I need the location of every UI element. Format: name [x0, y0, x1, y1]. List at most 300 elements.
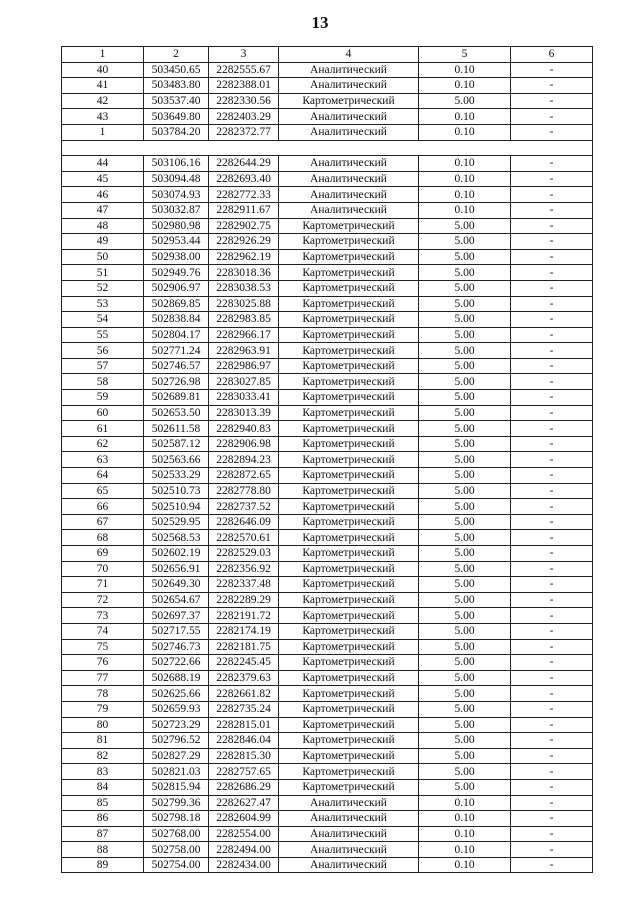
- table-row: [62, 218, 593, 234]
- method-cell: Картометрический: [279, 686, 419, 702]
- point-number-cell: 68: [62, 530, 144, 546]
- note-cell: -: [511, 421, 593, 437]
- point-number-cell: 46: [62, 187, 144, 203]
- point-number-cell: 62: [62, 436, 144, 452]
- accuracy-cell: 5.00: [419, 779, 511, 795]
- point-number-cell: 76: [62, 655, 144, 671]
- point-number-cell: 83: [62, 764, 144, 780]
- x-coordinate-cell: 502717.55: [144, 623, 209, 639]
- accuracy-cell: 0.10: [419, 826, 511, 842]
- table-row: [62, 171, 593, 187]
- method-cell: Картометрический: [279, 623, 419, 639]
- point-number-cell: 58: [62, 374, 144, 390]
- x-coordinate-cell: 502611.58: [144, 421, 209, 437]
- table-row: [62, 608, 593, 624]
- x-coordinate-cell: 502656.91: [144, 561, 209, 577]
- method-cell: Аналитический: [279, 109, 419, 125]
- x-coordinate-cell: 502746.57: [144, 358, 209, 374]
- note-cell: -: [511, 764, 593, 780]
- accuracy-cell: 5.00: [419, 280, 511, 296]
- y-coordinate-cell: 2282693.40: [209, 171, 279, 187]
- table-row: [62, 390, 593, 406]
- table-row: [62, 733, 593, 749]
- accuracy-cell: 0.10: [419, 78, 511, 94]
- method-cell: Картометрический: [279, 561, 419, 577]
- method-cell: Аналитический: [279, 62, 419, 78]
- table-row: [62, 655, 593, 671]
- accuracy-cell: 0.10: [419, 795, 511, 811]
- note-cell: -: [511, 857, 593, 873]
- y-coordinate-cell: 2282646.09: [209, 514, 279, 530]
- y-coordinate-cell: 2282737.52: [209, 499, 279, 515]
- note-cell: -: [511, 655, 593, 671]
- method-cell: Картометрический: [279, 218, 419, 234]
- note-cell: -: [511, 499, 593, 515]
- point-number-cell: 44: [62, 156, 144, 172]
- y-coordinate-cell: 2282494.00: [209, 842, 279, 858]
- point-number-cell: 60: [62, 405, 144, 421]
- method-cell: Картометрический: [279, 546, 419, 562]
- accuracy-cell: 5.00: [419, 499, 511, 515]
- accuracy-cell: 0.10: [419, 171, 511, 187]
- method-cell: Картометрический: [279, 764, 419, 780]
- note-cell: -: [511, 187, 593, 203]
- header-row: [62, 47, 593, 63]
- header-cell: 5: [419, 47, 511, 63]
- point-number-cell: 61: [62, 421, 144, 437]
- x-coordinate-cell: 502796.52: [144, 733, 209, 749]
- y-coordinate-cell: 2282529.03: [209, 546, 279, 562]
- point-number-cell: 72: [62, 592, 144, 608]
- method-cell: Картометрический: [279, 249, 419, 265]
- method-cell: Аналитический: [279, 795, 419, 811]
- y-coordinate-cell: 2282757.65: [209, 764, 279, 780]
- accuracy-cell: 5.00: [419, 530, 511, 546]
- note-cell: -: [511, 78, 593, 94]
- point-number-cell: 53: [62, 296, 144, 312]
- accuracy-cell: 5.00: [419, 686, 511, 702]
- x-coordinate-cell: 503537.40: [144, 93, 209, 109]
- table-row: [62, 374, 593, 390]
- x-coordinate-cell: 502953.44: [144, 234, 209, 250]
- x-coordinate-cell: 502949.76: [144, 265, 209, 281]
- method-cell: Картометрический: [279, 468, 419, 484]
- method-cell: Картометрический: [279, 701, 419, 717]
- x-coordinate-cell: 502510.73: [144, 483, 209, 499]
- note-cell: -: [511, 608, 593, 624]
- table-row: [62, 686, 593, 702]
- x-coordinate-cell: 502726.98: [144, 374, 209, 390]
- point-number-cell: 56: [62, 343, 144, 359]
- x-coordinate-cell: 502722.66: [144, 655, 209, 671]
- table-row: [62, 421, 593, 437]
- x-coordinate-cell: 502980.98: [144, 218, 209, 234]
- point-number-cell: 67: [62, 514, 144, 530]
- point-number-cell: 41: [62, 78, 144, 94]
- y-coordinate-cell: 2282902.75: [209, 218, 279, 234]
- y-coordinate-cell: 2282772.33: [209, 187, 279, 203]
- note-cell: -: [511, 390, 593, 406]
- header-cell: 3: [209, 47, 279, 63]
- y-coordinate-cell: 2283025.88: [209, 296, 279, 312]
- separator-cell: [62, 140, 593, 156]
- method-cell: Аналитический: [279, 811, 419, 827]
- note-cell: -: [511, 623, 593, 639]
- x-coordinate-cell: 502653.50: [144, 405, 209, 421]
- note-cell: -: [511, 514, 593, 530]
- accuracy-cell: 5.00: [419, 561, 511, 577]
- header-cell: 4: [279, 47, 419, 63]
- method-cell: Аналитический: [279, 124, 419, 140]
- x-coordinate-cell: 502906.97: [144, 280, 209, 296]
- accuracy-cell: 0.10: [419, 62, 511, 78]
- x-coordinate-cell: 502587.12: [144, 436, 209, 452]
- note-cell: -: [511, 639, 593, 655]
- accuracy-cell: 0.10: [419, 156, 511, 172]
- x-coordinate-cell: 502799.36: [144, 795, 209, 811]
- x-coordinate-cell: 502827.29: [144, 748, 209, 764]
- point-number-cell: 84: [62, 779, 144, 795]
- note-cell: -: [511, 109, 593, 125]
- method-cell: Аналитический: [279, 156, 419, 172]
- note-cell: -: [511, 577, 593, 593]
- note-cell: -: [511, 779, 593, 795]
- table-row: [62, 62, 593, 78]
- table-row: [62, 343, 593, 359]
- note-cell: -: [511, 405, 593, 421]
- point-number-cell: 43: [62, 109, 144, 125]
- method-cell: Картометрический: [279, 608, 419, 624]
- y-coordinate-cell: 2282555.67: [209, 62, 279, 78]
- table-row: [62, 717, 593, 733]
- point-number-cell: 47: [62, 202, 144, 218]
- y-coordinate-cell: 2282570.61: [209, 530, 279, 546]
- point-number-cell: 64: [62, 468, 144, 484]
- x-coordinate-cell: 502804.17: [144, 327, 209, 343]
- point-number-cell: 57: [62, 358, 144, 374]
- accuracy-cell: 5.00: [419, 733, 511, 749]
- table-row: [62, 202, 593, 218]
- x-coordinate-cell: 502838.84: [144, 312, 209, 328]
- table-row: [62, 405, 593, 421]
- y-coordinate-cell: 2282815.30: [209, 748, 279, 764]
- accuracy-cell: 5.00: [419, 218, 511, 234]
- y-coordinate-cell: 2282983.85: [209, 312, 279, 328]
- accuracy-cell: 0.10: [419, 842, 511, 858]
- table-row: [62, 109, 593, 125]
- table-row: [62, 249, 593, 265]
- table-row: [62, 296, 593, 312]
- y-coordinate-cell: 2282403.29: [209, 109, 279, 125]
- method-cell: Картометрический: [279, 390, 419, 406]
- accuracy-cell: 5.00: [419, 764, 511, 780]
- accuracy-cell: 5.00: [419, 701, 511, 717]
- x-coordinate-cell: 502659.93: [144, 701, 209, 717]
- accuracy-cell: 5.00: [419, 639, 511, 655]
- point-number-cell: 1: [62, 124, 144, 140]
- accuracy-cell: 5.00: [419, 468, 511, 484]
- table-row: [62, 764, 593, 780]
- point-number-cell: 75: [62, 639, 144, 655]
- method-cell: Картометрический: [279, 577, 419, 593]
- method-cell: Картометрический: [279, 483, 419, 499]
- point-number-cell: 49: [62, 234, 144, 250]
- y-coordinate-cell: 2282181.75: [209, 639, 279, 655]
- method-cell: Картометрический: [279, 234, 419, 250]
- method-cell: Картометрический: [279, 748, 419, 764]
- point-number-cell: 48: [62, 218, 144, 234]
- point-number-cell: 42: [62, 93, 144, 109]
- y-coordinate-cell: 2282894.23: [209, 452, 279, 468]
- table-row: [62, 639, 593, 655]
- point-number-cell: 52: [62, 280, 144, 296]
- x-coordinate-cell: 502625.66: [144, 686, 209, 702]
- method-cell: Картометрический: [279, 358, 419, 374]
- method-cell: Картометрический: [279, 327, 419, 343]
- table-row: [62, 187, 593, 203]
- table-body: [62, 47, 593, 873]
- y-coordinate-cell: 2282554.00: [209, 826, 279, 842]
- point-number-cell: 51: [62, 265, 144, 281]
- x-coordinate-cell: 502649.30: [144, 577, 209, 593]
- point-number-cell: 77: [62, 670, 144, 686]
- accuracy-cell: 0.10: [419, 124, 511, 140]
- method-cell: Картометрический: [279, 717, 419, 733]
- y-coordinate-cell: 2282245.45: [209, 655, 279, 671]
- accuracy-cell: 5.00: [419, 296, 511, 312]
- note-cell: -: [511, 327, 593, 343]
- y-coordinate-cell: 2282986.97: [209, 358, 279, 374]
- method-cell: Аналитический: [279, 171, 419, 187]
- y-coordinate-cell: 2282686.29: [209, 779, 279, 795]
- method-cell: Картометрический: [279, 639, 419, 655]
- accuracy-cell: 0.10: [419, 811, 511, 827]
- point-number-cell: 78: [62, 686, 144, 702]
- accuracy-cell: 5.00: [419, 343, 511, 359]
- table-row: [62, 124, 593, 140]
- accuracy-cell: 5.00: [419, 374, 511, 390]
- y-coordinate-cell: 2282434.00: [209, 857, 279, 873]
- accuracy-cell: 5.00: [419, 390, 511, 406]
- note-cell: -: [511, 234, 593, 250]
- x-coordinate-cell: 502798.18: [144, 811, 209, 827]
- table-row: [62, 748, 593, 764]
- x-coordinate-cell: 502746.73: [144, 639, 209, 655]
- point-number-cell: 79: [62, 701, 144, 717]
- x-coordinate-cell: 503483.80: [144, 78, 209, 94]
- method-cell: Аналитический: [279, 187, 419, 203]
- x-coordinate-cell: 502654.67: [144, 592, 209, 608]
- method-cell: Картометрический: [279, 514, 419, 530]
- note-cell: -: [511, 701, 593, 717]
- x-coordinate-cell: 502529.95: [144, 514, 209, 530]
- table-row: [62, 779, 593, 795]
- point-number-cell: 74: [62, 623, 144, 639]
- accuracy-cell: 5.00: [419, 421, 511, 437]
- method-cell: Картометрический: [279, 280, 419, 296]
- note-cell: -: [511, 202, 593, 218]
- point-number-cell: 59: [62, 390, 144, 406]
- y-coordinate-cell: 2283033.41: [209, 390, 279, 406]
- accuracy-cell: 5.00: [419, 405, 511, 421]
- table-row: [62, 78, 593, 94]
- y-coordinate-cell: 2282872.65: [209, 468, 279, 484]
- point-number-cell: 89: [62, 857, 144, 873]
- x-coordinate-cell: 503094.48: [144, 171, 209, 187]
- note-cell: -: [511, 842, 593, 858]
- table-row: [62, 795, 593, 811]
- accuracy-cell: 5.00: [419, 234, 511, 250]
- table-row: [62, 327, 593, 343]
- x-coordinate-cell: 502563.66: [144, 452, 209, 468]
- x-coordinate-cell: 502533.29: [144, 468, 209, 484]
- separator-row: [62, 140, 593, 156]
- point-number-cell: 55: [62, 327, 144, 343]
- y-coordinate-cell: 2282963.91: [209, 343, 279, 359]
- table-row: [62, 577, 593, 593]
- accuracy-cell: 0.10: [419, 202, 511, 218]
- y-coordinate-cell: 2283027.85: [209, 374, 279, 390]
- header-cell: 1: [62, 47, 144, 63]
- method-cell: Картометрический: [279, 530, 419, 546]
- table-row: [62, 483, 593, 499]
- table-row: [62, 530, 593, 546]
- y-coordinate-cell: 2282379.63: [209, 670, 279, 686]
- x-coordinate-cell: 503032.87: [144, 202, 209, 218]
- table-row: [62, 93, 593, 109]
- note-cell: -: [511, 156, 593, 172]
- point-number-cell: 65: [62, 483, 144, 499]
- method-cell: Картометрический: [279, 436, 419, 452]
- x-coordinate-cell: 502754.00: [144, 857, 209, 873]
- note-cell: -: [511, 483, 593, 499]
- point-number-cell: 81: [62, 733, 144, 749]
- y-coordinate-cell: 2282846.04: [209, 733, 279, 749]
- y-coordinate-cell: 2282906.98: [209, 436, 279, 452]
- point-number-cell: 73: [62, 608, 144, 624]
- accuracy-cell: 0.10: [419, 187, 511, 203]
- y-coordinate-cell: 2282356.92: [209, 561, 279, 577]
- method-cell: Картометрический: [279, 592, 419, 608]
- table-row: [62, 265, 593, 281]
- method-cell: Аналитический: [279, 826, 419, 842]
- note-cell: -: [511, 561, 593, 577]
- y-coordinate-cell: 2282289.29: [209, 592, 279, 608]
- table-row: [62, 592, 593, 608]
- accuracy-cell: 5.00: [419, 312, 511, 328]
- table-row: [62, 234, 593, 250]
- x-coordinate-cell: 502821.03: [144, 764, 209, 780]
- note-cell: -: [511, 748, 593, 764]
- point-number-cell: 87: [62, 826, 144, 842]
- note-cell: -: [511, 468, 593, 484]
- accuracy-cell: 5.00: [419, 483, 511, 499]
- x-coordinate-cell: 502758.00: [144, 842, 209, 858]
- x-coordinate-cell: 502602.19: [144, 546, 209, 562]
- note-cell: -: [511, 296, 593, 312]
- table-row: [62, 436, 593, 452]
- accuracy-cell: 5.00: [419, 655, 511, 671]
- y-coordinate-cell: 2282644.29: [209, 156, 279, 172]
- x-coordinate-cell: 503450.65: [144, 62, 209, 78]
- note-cell: -: [511, 670, 593, 686]
- coordinates-table: [61, 46, 593, 873]
- table-row: [62, 358, 593, 374]
- accuracy-cell: 5.00: [419, 452, 511, 468]
- table-row: [62, 670, 593, 686]
- x-coordinate-cell: 503106.16: [144, 156, 209, 172]
- note-cell: -: [511, 530, 593, 546]
- table-row: [62, 468, 593, 484]
- note-cell: -: [511, 733, 593, 749]
- x-coordinate-cell: 502568.53: [144, 530, 209, 546]
- x-coordinate-cell: 502771.24: [144, 343, 209, 359]
- accuracy-cell: 5.00: [419, 93, 511, 109]
- point-number-cell: 66: [62, 499, 144, 515]
- y-coordinate-cell: 2282337.48: [209, 577, 279, 593]
- table-row: [62, 857, 593, 873]
- method-cell: Аналитический: [279, 857, 419, 873]
- method-cell: Картометрический: [279, 265, 419, 281]
- table-row: [62, 623, 593, 639]
- table-row: [62, 514, 593, 530]
- x-coordinate-cell: 503649.80: [144, 109, 209, 125]
- point-number-cell: 40: [62, 62, 144, 78]
- accuracy-cell: 5.00: [419, 358, 511, 374]
- point-number-cell: 85: [62, 795, 144, 811]
- note-cell: -: [511, 452, 593, 468]
- method-cell: Картометрический: [279, 499, 419, 515]
- y-coordinate-cell: 2282388.01: [209, 78, 279, 94]
- method-cell: Картометрический: [279, 312, 419, 328]
- accuracy-cell: 5.00: [419, 436, 511, 452]
- table-row: [62, 561, 593, 577]
- y-coordinate-cell: 2282330.56: [209, 93, 279, 109]
- method-cell: Картометрический: [279, 655, 419, 671]
- note-cell: -: [511, 717, 593, 733]
- note-cell: -: [511, 312, 593, 328]
- x-coordinate-cell: 502938.00: [144, 249, 209, 265]
- method-cell: Картометрический: [279, 670, 419, 686]
- method-cell: Картометрический: [279, 405, 419, 421]
- note-cell: -: [511, 62, 593, 78]
- note-cell: -: [511, 686, 593, 702]
- y-coordinate-cell: 2282815.01: [209, 717, 279, 733]
- x-coordinate-cell: 502815.94: [144, 779, 209, 795]
- x-coordinate-cell: 502697.37: [144, 608, 209, 624]
- note-cell: -: [511, 374, 593, 390]
- accuracy-cell: 5.00: [419, 249, 511, 265]
- method-cell: Картометрический: [279, 421, 419, 437]
- accuracy-cell: 5.00: [419, 717, 511, 733]
- y-coordinate-cell: 2282604.99: [209, 811, 279, 827]
- point-number-cell: 50: [62, 249, 144, 265]
- y-coordinate-cell: 2282926.29: [209, 234, 279, 250]
- note-cell: -: [511, 218, 593, 234]
- table-row: [62, 452, 593, 468]
- x-coordinate-cell: 502688.19: [144, 670, 209, 686]
- method-cell: Аналитический: [279, 202, 419, 218]
- note-cell: -: [511, 343, 593, 359]
- point-number-cell: 71: [62, 577, 144, 593]
- point-number-cell: 80: [62, 717, 144, 733]
- note-cell: -: [511, 124, 593, 140]
- method-cell: Картометрический: [279, 779, 419, 795]
- table-row: [62, 826, 593, 842]
- point-number-cell: 45: [62, 171, 144, 187]
- x-coordinate-cell: 502768.00: [144, 826, 209, 842]
- table-row: [62, 546, 593, 562]
